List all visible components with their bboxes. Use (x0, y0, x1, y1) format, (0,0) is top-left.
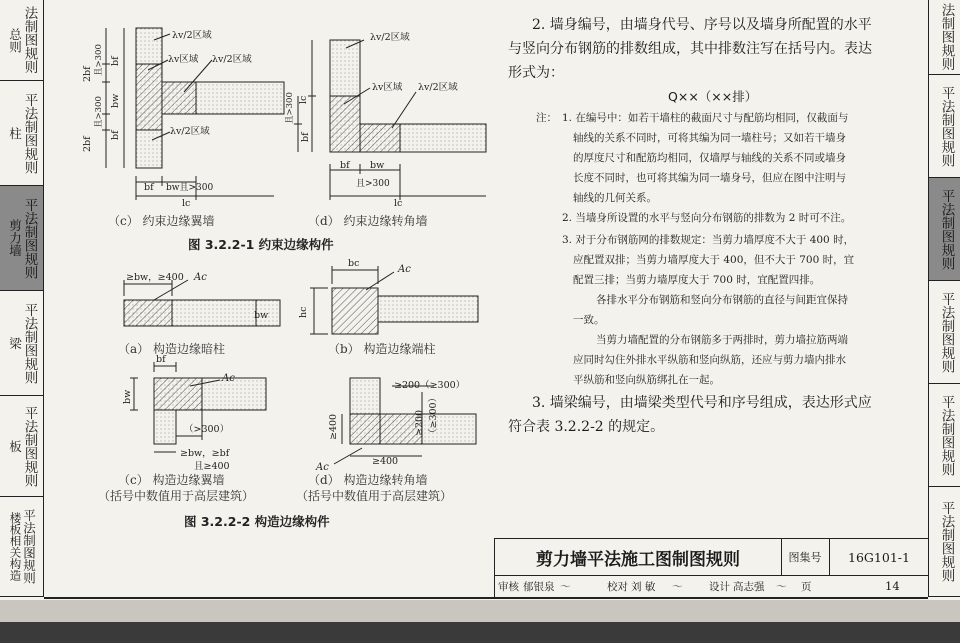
note-line: 2. 当墙身所设置的水平与竖向分布钢筋的排数为 2 时可不注。 (562, 212, 852, 224)
tab-label: 平法制图规则 (938, 188, 955, 270)
tab-prefix: 梁 (7, 336, 23, 350)
lv-zone-label: λv区域 (168, 54, 199, 65)
right-tab-general[interactable] (929, 0, 960, 75)
lv2-zone-label: λv/2区域 (172, 30, 212, 41)
dim-gt300: 且>300 (285, 92, 295, 124)
tab-prefix: 柱 (7, 126, 23, 140)
dim-ge200-300: ≥200（≥300） (394, 380, 466, 391)
lv2-zone-label: λv/2区域 (170, 126, 210, 137)
dim-lc: lc (394, 198, 403, 209)
review-name: 郁银泉 (523, 581, 555, 593)
dim-bw: bw (122, 389, 133, 404)
lv-zone-label: λv区域 (372, 82, 403, 93)
left-tab-general[interactable] (0, 0, 43, 81)
design-name: 高志强 (733, 581, 765, 593)
dim-bf: bf (340, 160, 350, 171)
label-ac: Ac (194, 272, 207, 283)
lv2-zone-label: λv/2区域 (418, 82, 458, 93)
label-ac: Ac (316, 462, 329, 473)
tab-label: 法制图规则 (938, 3, 955, 71)
left-tab-beam[interactable] (0, 291, 43, 396)
dim-bw: bw (110, 93, 121, 108)
fig2d-label: （d） 构造边缘转角墙 (308, 473, 428, 487)
tab-prefix: 楼板相关构造 (8, 512, 23, 581)
dim-lc: lc (182, 198, 191, 209)
fig2d-note: （括号中数值用于高层建筑） (296, 489, 453, 503)
fig1-caption: 图 3.2.2-1 约束边缘构件 (188, 237, 334, 252)
fig2c-drawing (130, 362, 266, 452)
para3-line1: 3. 墙梁编号，由墙梁类型代号和序号组成，表达形式应 (532, 395, 872, 411)
fig1d-label: （d） 约束边缘转角墙 (308, 214, 428, 228)
fig2-caption: 图 3.2.2-2 构造边缘构件 (184, 514, 330, 529)
tab-label: 平法制图规则 (21, 302, 38, 384)
dim-gt300: 且>300 (94, 96, 104, 128)
review-label: 审核 (498, 581, 519, 593)
tab-label: 平法制图规则 (938, 291, 955, 373)
check-name: 刘 敏 (631, 581, 656, 593)
dim-gt300: 且>300 (356, 179, 390, 189)
para2-line1: 2. 墙身编号，由墙身代号、序号以及墙身所配置的水平 (532, 17, 872, 33)
fig1d-drawing (294, 40, 486, 200)
dim-gt300: 且>300 (94, 44, 104, 76)
check-label: 校对 (607, 581, 628, 593)
dim-bf: bf (156, 354, 166, 365)
right-tab-slab[interactable] (929, 384, 960, 487)
atlas-label: 图集号 (781, 539, 830, 575)
tab-prefix: 总则 (7, 27, 23, 53)
tab-label: 平法制图规则 (938, 501, 955, 582)
note-line: 当剪力墙配置的分布钢筋多于两排时，剪力墙拉筋两端 (596, 334, 848, 346)
tab-label: 平法制图规则 (938, 85, 955, 167)
para2-line2: 与竖向分布钢筋的排数组成，其中排数注写在括号内。表达 (508, 41, 872, 57)
dim-ge400: ≥400 (372, 456, 399, 467)
tab-prefix: 板 (7, 439, 23, 453)
note-line: 一致。 (573, 314, 605, 326)
dim-bf: bf (110, 130, 121, 140)
fig2c-note: （括号中数值用于高层建筑） (98, 489, 255, 503)
right-tab-slab-related[interactable] (929, 487, 960, 597)
para3-line2: 符合表 3.2.2-2 的规定。 (508, 419, 665, 435)
dim-lc: lc (298, 95, 309, 104)
dim-p300: （≥300） (428, 392, 439, 438)
check-signature: 〜 (671, 581, 682, 593)
note-line: 3. 对于分布钢筋网的排数规定：当剪力墙厚度不大于 400 时， (562, 234, 855, 246)
dim-ge-bw-bf: ≥bw，≥bf (180, 448, 230, 459)
fig2b-label: （b） 构造边缘端柱 (328, 342, 436, 356)
dim-bw: bw (254, 310, 269, 321)
para2-line3: 形式为： (508, 65, 564, 81)
dim-p300: （>300） (184, 424, 230, 435)
wall-number-formula: Q××（××排） (668, 89, 758, 104)
page-label: 页 (801, 581, 812, 593)
lv2-zone-label: λv/2区域 (212, 54, 252, 65)
design-label: 设计 (709, 581, 730, 593)
dim-bc: bc (348, 258, 360, 269)
note-line: 应配置双排；当剪力墙厚度大于 400，但不大于 700 时，宜 (573, 254, 855, 266)
title-block (494, 538, 929, 599)
dim-ge400: ≥400 (328, 413, 339, 440)
page-number: 14 (885, 579, 900, 593)
right-tab-shear-wall[interactable] (929, 178, 960, 281)
fig2b-drawing (310, 266, 478, 334)
dim-bw: bw (370, 160, 385, 171)
signature-row (495, 575, 929, 597)
left-tab-shear-wall[interactable] (0, 186, 43, 291)
dim-bf: bf (300, 132, 311, 142)
note-line: 平纵筋和竖向纵筋绑扎在一起。 (573, 374, 720, 386)
left-tab-slab[interactable] (0, 396, 43, 497)
note-line: 应同时勾住外排水平纵筋和竖向纵筋，还应与剪力墙内排水 (573, 354, 846, 366)
tab-label: 法制图规则 (21, 6, 38, 74)
drawing-title: 剪力墙平法施工图制图规则 (495, 539, 782, 575)
dim-ge400: 且≥400 (194, 461, 230, 472)
right-tab-strip (928, 0, 960, 597)
left-tab-slab-related[interactable] (0, 497, 43, 597)
design-signature: 〜 (775, 581, 786, 593)
label-ac: Ac (398, 264, 411, 275)
note-prefix: 注： (536, 112, 557, 124)
lv2-zone-label: λv/2区域 (370, 32, 410, 43)
tab-label: 平法制图规则 (938, 394, 955, 476)
fig1d-annotations (285, 31, 458, 209)
screen-bottom-band (0, 600, 960, 643)
dim-2bf: 2bf (82, 136, 93, 152)
dim-hc: hc (298, 306, 309, 318)
note-line: 长度不同时，也可将其编为同一墙身号，但应在图中注明与 (573, 172, 846, 184)
figure-drawings (44, 0, 494, 540)
note-line: 轴线的几何关系。 (573, 192, 657, 204)
dim-ge200: ≥200 (414, 409, 425, 436)
note-line: 1. 在编号中：如若干墙柱的截面尺寸与配筋均相同，仅截面与 (562, 112, 849, 124)
dim-bf: bf (110, 56, 121, 66)
tab-label: 平法制图规则 (21, 405, 38, 487)
review-signature: 〜 (559, 581, 570, 593)
tab-prefix: 剪力墙 (7, 219, 23, 257)
dim-ge-bw-400: ≥bw，≥400 (126, 272, 184, 283)
tab-label: 平法制图规则 (21, 92, 38, 174)
left-tab-strip (0, 0, 44, 597)
atlas-number: 16G101-1 (848, 549, 910, 565)
fig2a-label: （a） 构造边缘暗柱 (118, 342, 225, 356)
note-line: 轴线的关系不同时，可将其编为同一墙柱号；又如若干墙身 (573, 132, 846, 144)
right-tab-beam[interactable] (929, 281, 960, 384)
frame-line (44, 597, 928, 599)
dim-2bf: 2bf (82, 66, 93, 82)
label-ac: Ac (222, 373, 235, 384)
right-tab-column[interactable] (929, 75, 960, 178)
dim-bw-gt300: bw且>300 (166, 183, 214, 193)
tab-label: 平法制图规则 (21, 197, 38, 279)
tab-label: 平法制图规则 (21, 509, 37, 584)
note-line: 配置三排；当剪力墙厚度大于 700 时，宜配置四排。 (573, 274, 821, 286)
fig1c-label: （c） 约束边缘翼墙 (108, 214, 215, 228)
dim-bf: bf (144, 182, 154, 193)
fig2c-label: （c） 构造边缘翼墙 (118, 473, 225, 487)
note-line: 各排水平分布钢筋和竖向分布钢筋的直径与间距宜保持 (596, 294, 848, 306)
note-line: 的厚度尺寸和配筋均相同，仅墙厚与轴线的关系不同或墙身 (573, 152, 846, 164)
left-tab-column[interactable] (0, 81, 43, 186)
